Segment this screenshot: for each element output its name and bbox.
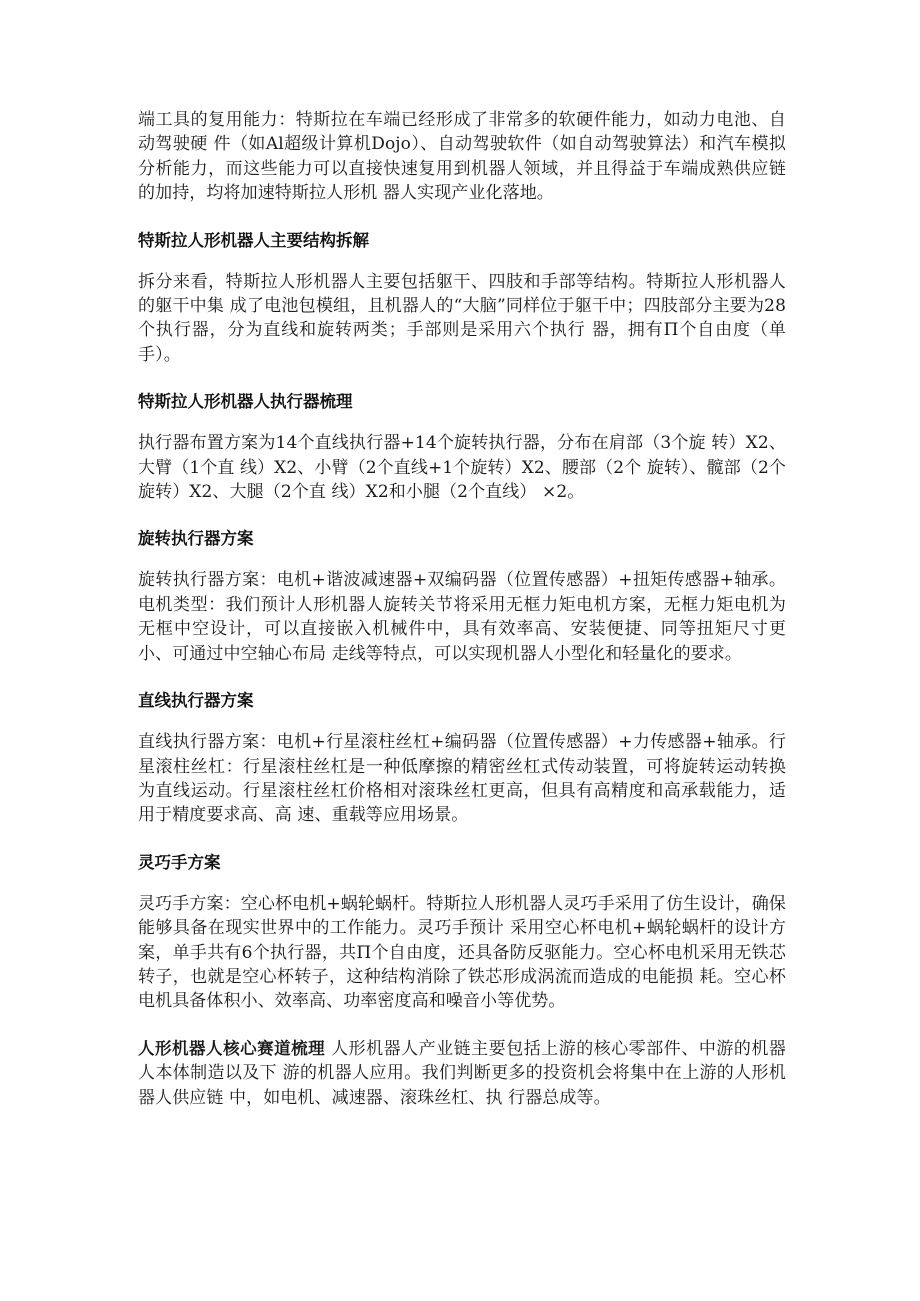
closing-inline-heading: 人形机器人核心赛道梳理 — [138, 1038, 326, 1058]
section-heading-actuators: 特斯拉人形机器人执行器梳理 — [138, 392, 353, 412]
section-heading-rotary: 旋转执行器方案 — [138, 529, 254, 549]
section-body-rotary: 旋转执行器方案：电机+谐波减速器+双编码器（位置传感器）+扭矩传感器+轴承。电机类型：我们预计人形机器人旋转关节将采用无框力矩电机方案，无框力矩电机为无框中空设计，可以直接嵌入机械件中，具有效率高、安装便捷、同等扭矩尺寸更小、可通过中空轴心布局 走线等特点，可以实现机器人小型化和轻量化的要求。 — [138, 570, 786, 664]
intro-paragraph: 端工具的复用能力：特斯拉在车端已经形成了非常多的软硬件能力，如动力电池、自动驾驶硬 件（如Al超级计算机Dojo）、自动驾驶软件（如自动驾驶算法）和汽车模拟分析能力，而这些能力可以直接快速复用到机器人领域，并且得益于车端成熟供应链的加持，均将加速特斯拉人形机 器人实现产业化落地。 — [138, 110, 786, 204]
closing-paragraph — [138, 1037, 786, 1110]
section-heading-structure: 特斯拉人形机器人主要结构拆解 — [138, 230, 369, 250]
document-page — [138, 108, 786, 1110]
section-body-linear: 直线执行器方案：电机+行星滚柱丝杠+编码器（位置传感器）+力传感器+轴承。行星滚柱丝杠：行星滚柱丝杠是一种低摩擦的精密丝杠式传动装置，可将旋转运动转换为直线运动。行星滚柱丝杠价格相对滚珠丝杠更高，但具有高精度和高承载能力，适用于精度要求高、高 速、重载等应用场景。 — [138, 732, 786, 826]
section-heading-dexterous-hand: 灵巧手方案 — [138, 852, 221, 872]
section-body-actuators: 执行器布置方案为14个直线执行器+14个旋转执行器，分布在肩部（3个旋 转）X2、大臂（1个直 线）X2、小臂（2个直线+1个旋转）X2、腰部（2个 旋转）、髋部（2个旋转）X2、大腿（2个直 线）X2和小腿（2个直线） ×2。 — [138, 433, 786, 503]
section-body-structure: 拆分来看，特斯拉人形机器人主要包括躯干、四肢和手部等结构。特斯拉人形机器人的躯干中集 成了电池包模组，且机器人的“大脑”同样位于躯干中；四肢部分主要为28个执行器，分为直线和旋转两类；手部则是采用六个执行 器，拥有Π个自由度（单手）。 — [138, 271, 786, 365]
section-body-dexterous-hand: 灵巧手方案：空心杯电机+蜗轮蜗杆。特斯拉人形机器人灵巧手采用了仿生设计，确保能够具备在现实世界中的工作能力。灵巧手预计 采用空心杯电机+蜗轮蜗杆的设计方案，单手共有6个执行器，共Π个自由度，还具备防反驱能力。空心杯电机采用无铁芯转子，也就是空心杯转子，这种结构消除了铁芯形成涡流而造成的电能损 耗。空心杯电机具备体积小、效率高、功率密度高和噪音小等优势。 — [138, 893, 786, 1012]
section-heading-linear: 直线执行器方案 — [138, 691, 254, 711]
closing-body: 人形机器人产业链主要包括上游的核心零部件、中游的机器人本体制造以及下 游的机器人应用。我们判断更多的投资机会将集中在上游的人形机器人供应链 中，如电机、减速器、滚珠丝杠、执 行器总成等。 — [138, 1038, 786, 1108]
